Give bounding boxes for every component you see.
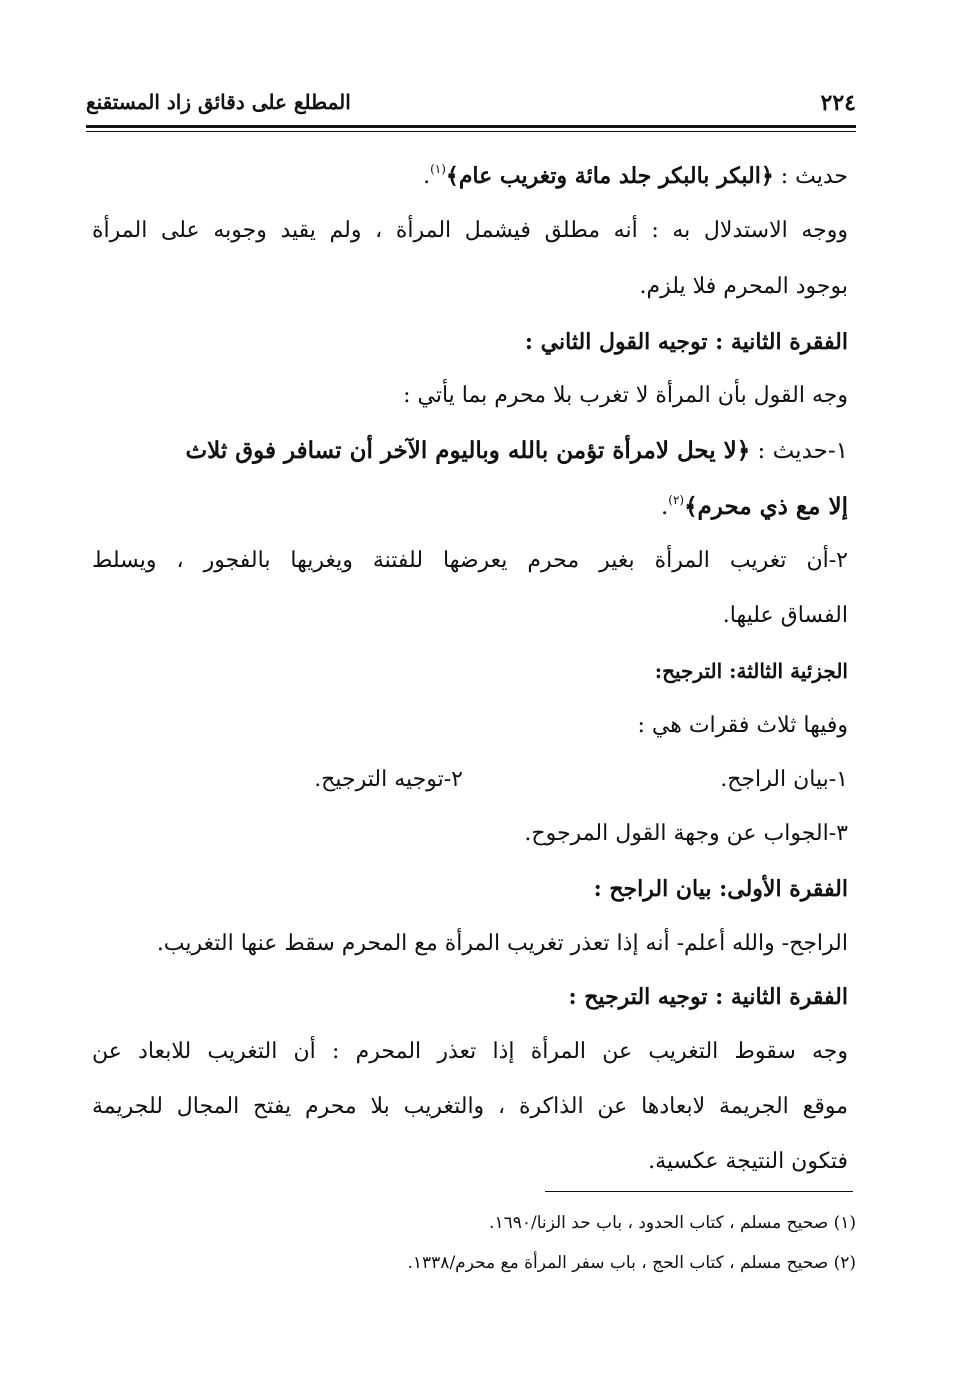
footnote-ref-1: (١) <box>430 162 446 176</box>
footnote: (٢) صحيح مسلم ، كتاب الحج ، باب سفر المرأة مع محرم/١٣٣٨. <box>407 1253 856 1273</box>
hadith-quote: ﴿لا يحل لامرأة تؤمن بالله وباليوم الآخر أن تسافر فوق ثلاث <box>185 437 751 464</box>
line-end-punct: . <box>423 164 431 189</box>
list-item: ٢-توجيه الترجيح. <box>314 767 463 792</box>
paragraph-line: وجه القول بأن المرأة لا تغرب بلا محرم بما يأتي : <box>403 383 848 408</box>
hadith-line-2 <box>92 431 848 471</box>
list-row <box>92 760 848 800</box>
running-title: المطلع على دقائق زاد المستقنع <box>86 90 351 114</box>
section-heading: الفقرة الأولى: بيان الراجح : <box>593 876 848 902</box>
running-header <box>86 86 856 122</box>
hadith-label: حديث : <box>773 164 848 189</box>
section-heading: الفقرة الثانية : توجيه الترجيح : <box>568 984 848 1010</box>
paragraph-line: ٢-أن تغريب المرأة بغير محرم يعرضها للفتنة ويغريها بالفجور ، ويسلط <box>92 548 848 573</box>
hadith-line-1 <box>92 156 848 196</box>
header-rule-thick <box>86 125 856 128</box>
hadith-quote: ﴿البكر بالبكر جلد مائة وتغريب عام﴾ <box>445 163 774 189</box>
line-end-punct: . <box>660 494 669 520</box>
paragraph-line: وفيها ثلاث فقرات هي : <box>637 713 848 738</box>
paragraph-line: ووجه الاستدلال به : أنه مطلق فيشمل المرأة ، ولم يقيد وجوبه على المرأة <box>92 218 848 243</box>
header-rule-thin <box>86 131 856 132</box>
page-number: ٢٢٤ <box>820 90 856 116</box>
list-item-label: ١-حديث : <box>750 438 848 464</box>
paragraph-line: بوجود المحرم فلا يلزم. <box>639 274 848 299</box>
paragraph-line: الفساق عليها. <box>722 603 848 628</box>
paragraph-line: وجه سقوط التغريب عن المرأة إذا تعذر المحرم : أن التغريب للابعاد عن <box>92 1039 848 1064</box>
paragraph-line: فتكون النتيجة عكسية. <box>648 1149 848 1174</box>
hadith-line-3 <box>92 487 848 527</box>
section-heading: الجزئية الثالثة: الترجيح: <box>654 659 848 683</box>
footnote-separator <box>545 1191 853 1192</box>
hadith-quote: إلا مع ذي محرم﴾ <box>684 493 848 520</box>
paragraph-line: موقع الجريمة لابعادها عن الذاكرة ، والتغريب بلا محرم يفتح المجال للجريمة <box>92 1094 849 1119</box>
list-item: ١-بيان الراجح. <box>720 767 848 792</box>
footnote: (١) صحيح مسلم ، كتاب الحدود ، باب حد الزنا/١٦٩٠. <box>489 1213 856 1233</box>
footnote-ref-2: (٢) <box>668 493 685 507</box>
section-heading: الفقرة الثانية : توجيه القول الثاني : <box>524 329 848 355</box>
paragraph-line: الراجح- والله أعلم- أنه إذا تعذر تغريب المرأة مع المحرم سقط عنها التغريب. <box>156 931 848 956</box>
list-item: ٣-الجواب عن وجهة القول المرجوح. <box>524 821 848 846</box>
